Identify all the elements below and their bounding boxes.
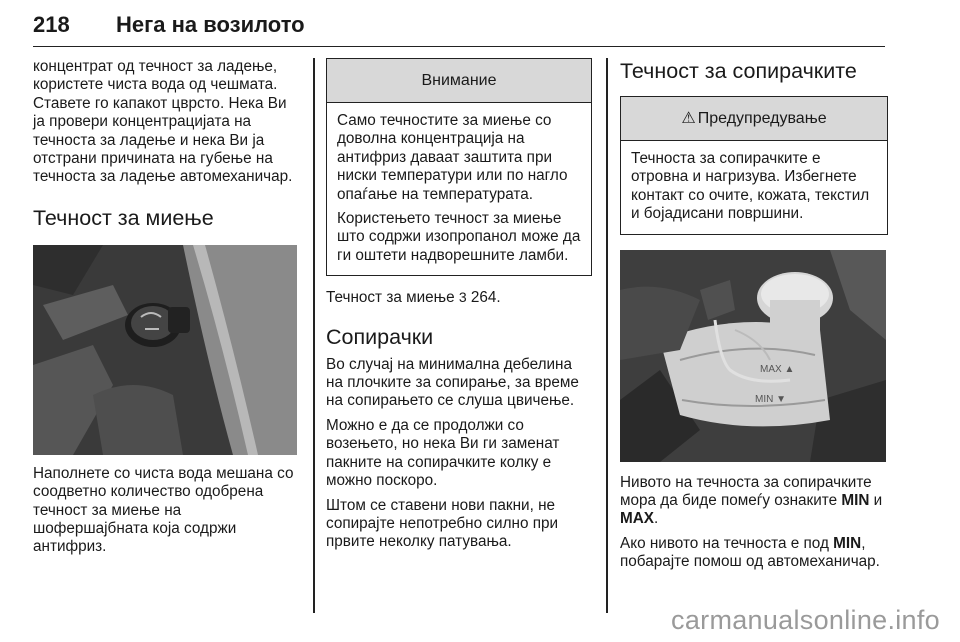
brake-fluid-heading: Течност за сопирачките bbox=[620, 59, 857, 83]
washer-reservoir-photo bbox=[33, 245, 297, 455]
warning-paragraph: Течноста за сопирачките е отровна и нагризува. Избегнете контакт со очите, кожата, текстил и бојадисани површини. bbox=[631, 150, 870, 223]
washer-reservoir-illustration bbox=[33, 245, 297, 455]
min-label: MIN bbox=[833, 534, 862, 552]
warning-title-text: Предупредување bbox=[697, 110, 827, 127]
cross-reference-page[interactable]: 264. bbox=[470, 289, 501, 307]
level-text: и bbox=[869, 492, 883, 510]
level-paragraph bbox=[620, 474, 888, 529]
page-reference-icon: 3 bbox=[458, 289, 467, 306]
warning-box bbox=[620, 96, 888, 235]
low-level-text: Ако нивото на течноста е под bbox=[620, 534, 834, 552]
min-label: MIN bbox=[841, 492, 870, 510]
brake-reservoir-photo bbox=[620, 250, 886, 462]
low-level-paragraph bbox=[620, 535, 888, 572]
notice-paragraph: Само течностите за миење со доволна концентрација на антифриз даваат заштита при ниски температури или по нагло опаѓање на температурата. bbox=[337, 112, 568, 203]
running-title: Нега на возилото bbox=[116, 12, 305, 37]
column-divider bbox=[313, 58, 315, 613]
washer-fill-instruction: Наполнете со чиста вода мешана со соодветно количество одобрена течност за миење на шофершајбната која содржи антифриз. bbox=[33, 464, 294, 556]
warning-title bbox=[621, 97, 887, 141]
brakes-paragraph: Штом се ставени нови пакни, не сопирајте непотребно силно при првите неколку патувања. bbox=[326, 496, 559, 551]
low-level-text: , побарајте помош од автомеханичар. bbox=[620, 534, 880, 571]
level-text: . bbox=[654, 510, 659, 528]
column-right bbox=[620, 58, 888, 572]
brakes-paragraph: Во случај на минимална дебелина на плочките за сопирање, за време на сопирањето се слуша цвичење. bbox=[326, 355, 579, 410]
column-divider bbox=[606, 58, 608, 613]
cross-reference bbox=[326, 288, 592, 307]
page-header bbox=[33, 6, 885, 47]
watermark: carmanualsonline.info bbox=[671, 605, 940, 635]
warning-triangle-icon: ⚠ bbox=[681, 110, 696, 127]
notice-title: Внимание bbox=[327, 59, 591, 103]
column-middle bbox=[326, 58, 592, 552]
level-text: Нивото на течноста за сопирачките мора да биде помеѓу ознаките bbox=[620, 473, 872, 510]
brake-reservoir-illustration bbox=[620, 250, 886, 462]
intro-paragraph: концентрат од течност за ладење, користете чиста вода од чешмата. Ставете го капакот цврсто. Нека Ви ја провери концентрацијата на течноста за ладење и нека Ви ја отстрани причината на губење на течноста за ладење автомеханичар. bbox=[33, 58, 293, 186]
notice-paragraph: Користењето течност за миење што содржи изопропанол може да ги оштети надворешните ламби. bbox=[337, 210, 581, 264]
brakes-paragraph: Можно е да се продолжи со возењето, но нека Ви ги заменат пакните на сопирачките колку е можно поскоро. bbox=[326, 416, 560, 490]
notice-box bbox=[326, 58, 592, 276]
min-mark-label: MIN ▼ bbox=[755, 393, 787, 405]
page-number: 218 bbox=[33, 12, 70, 37]
washer-fluid-heading: Течност за миење bbox=[33, 205, 214, 230]
max-mark-label: MAX ▲ bbox=[760, 363, 795, 375]
brakes-heading: Сопирачки bbox=[326, 324, 434, 349]
max-label: MAX bbox=[620, 510, 654, 528]
cross-reference-text: Течност за миење bbox=[326, 289, 455, 307]
column-left bbox=[33, 58, 299, 557]
